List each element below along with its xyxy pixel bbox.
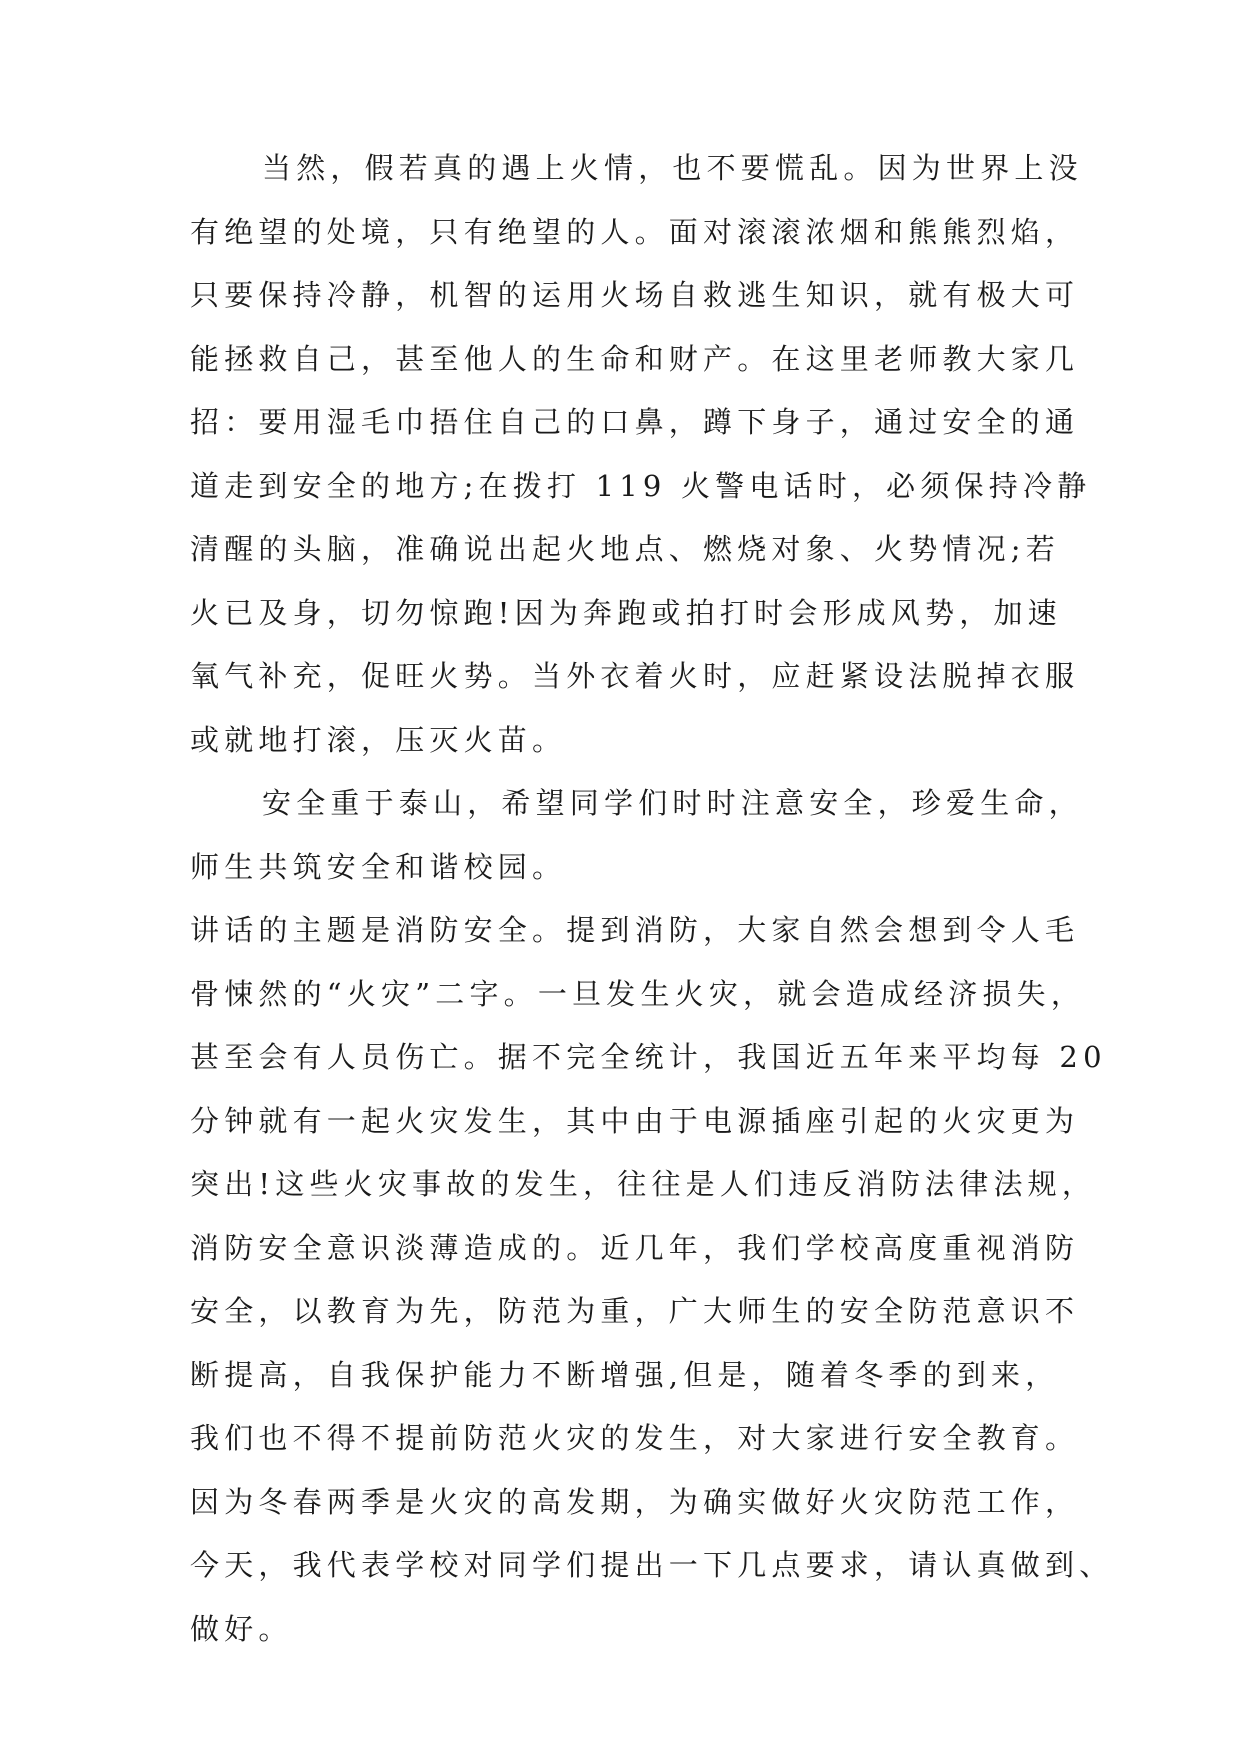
paragraph-line: 当然，假若真的遇上火情，也不要慌乱。因为世界上没	[262, 151, 1083, 185]
paragraph-line: 骨悚然的“火灾”二字。一旦发生火灾，就会造成经济损失，	[190, 976, 1086, 1011]
paragraph-line: 道走到安全的地方;在拨打 119 火警电话时，必须保持冷静	[190, 468, 1092, 503]
paragraph-line: 能拯救自己，甚至他人的生命和财产。在这里老师教大家几	[190, 341, 1080, 376]
paragraph-line: 分钟就有一起火灾发生，其中由于电源插座引起的火灾更为	[190, 1103, 1080, 1138]
paragraph-line: 突出!这些火灾事故的发生，往往是人们违反消防法律法规，	[190, 1167, 1097, 1201]
paragraph-line: 氧气补充，促旺火势。当外衣着火时，应赶紧设法脱掉衣服	[190, 659, 1080, 693]
paragraph-safety-first	[190, 772, 1083, 899]
paragraph-line: 清醒的头脑，准确说出起火地点、燃烧对象、火势情况;若	[190, 532, 1060, 566]
paragraph-line: 甚至会有人员伤亡。据不完全统计，我国近五年来平均每 20	[190, 1040, 1107, 1074]
paragraph-fire-escape	[190, 137, 1092, 772]
paragraph-speech-topic	[190, 899, 1114, 1661]
paragraph-line: 断提高，自我保护能力不断增强,但是，随着冬季的到来，	[190, 1357, 1060, 1392]
document-body	[190, 137, 1114, 1661]
paragraph-line: 有绝望的处境，只有绝望的人。面对滚滚浓烟和熊熊烈焰，	[190, 214, 1080, 249]
paragraph-line: 火已及身，切勿惊跑!因为奔跑或拍打时会形成风势，加速	[190, 595, 1062, 630]
paragraph-line: 讲话的主题是消防安全。提到消防，大家自然会想到令人毛	[190, 913, 1080, 947]
paragraph-line: 做好。	[190, 1611, 293, 1646]
paragraph-line: 招：要用湿毛巾捂住自己的口鼻，蹲下身子，通过安全的通	[190, 405, 1080, 439]
paragraph-line: 安全，以教育为先，防范为重，广大师生的安全防范意识不	[190, 1294, 1080, 1328]
paragraph-line: 我们也不得不提前防范火灾的发生，对大家进行安全教育。	[190, 1421, 1080, 1455]
paragraph-line: 消防安全意识淡薄造成的。近几年，我们学校高度重视消防	[190, 1230, 1080, 1265]
paragraph-line: 今天，我代表学校对同学们提出一下几点要求，请认真做到、	[190, 1548, 1114, 1582]
paragraph-line: 因为冬春两季是火灾的高发期，为确实做好火灾防范工作，	[190, 1484, 1080, 1519]
paragraph-line: 师生共筑安全和谐校园。	[190, 849, 567, 884]
paragraph-line: 或就地打滚，压灭火苗。	[190, 722, 567, 757]
paragraph-line: 安全重于泰山，希望同学们时时注意安全，珍爱生命，	[262, 786, 1083, 820]
paragraph-line: 只要保持冷静，机智的运用火场自救逃生知识，就有极大可	[190, 278, 1080, 312]
